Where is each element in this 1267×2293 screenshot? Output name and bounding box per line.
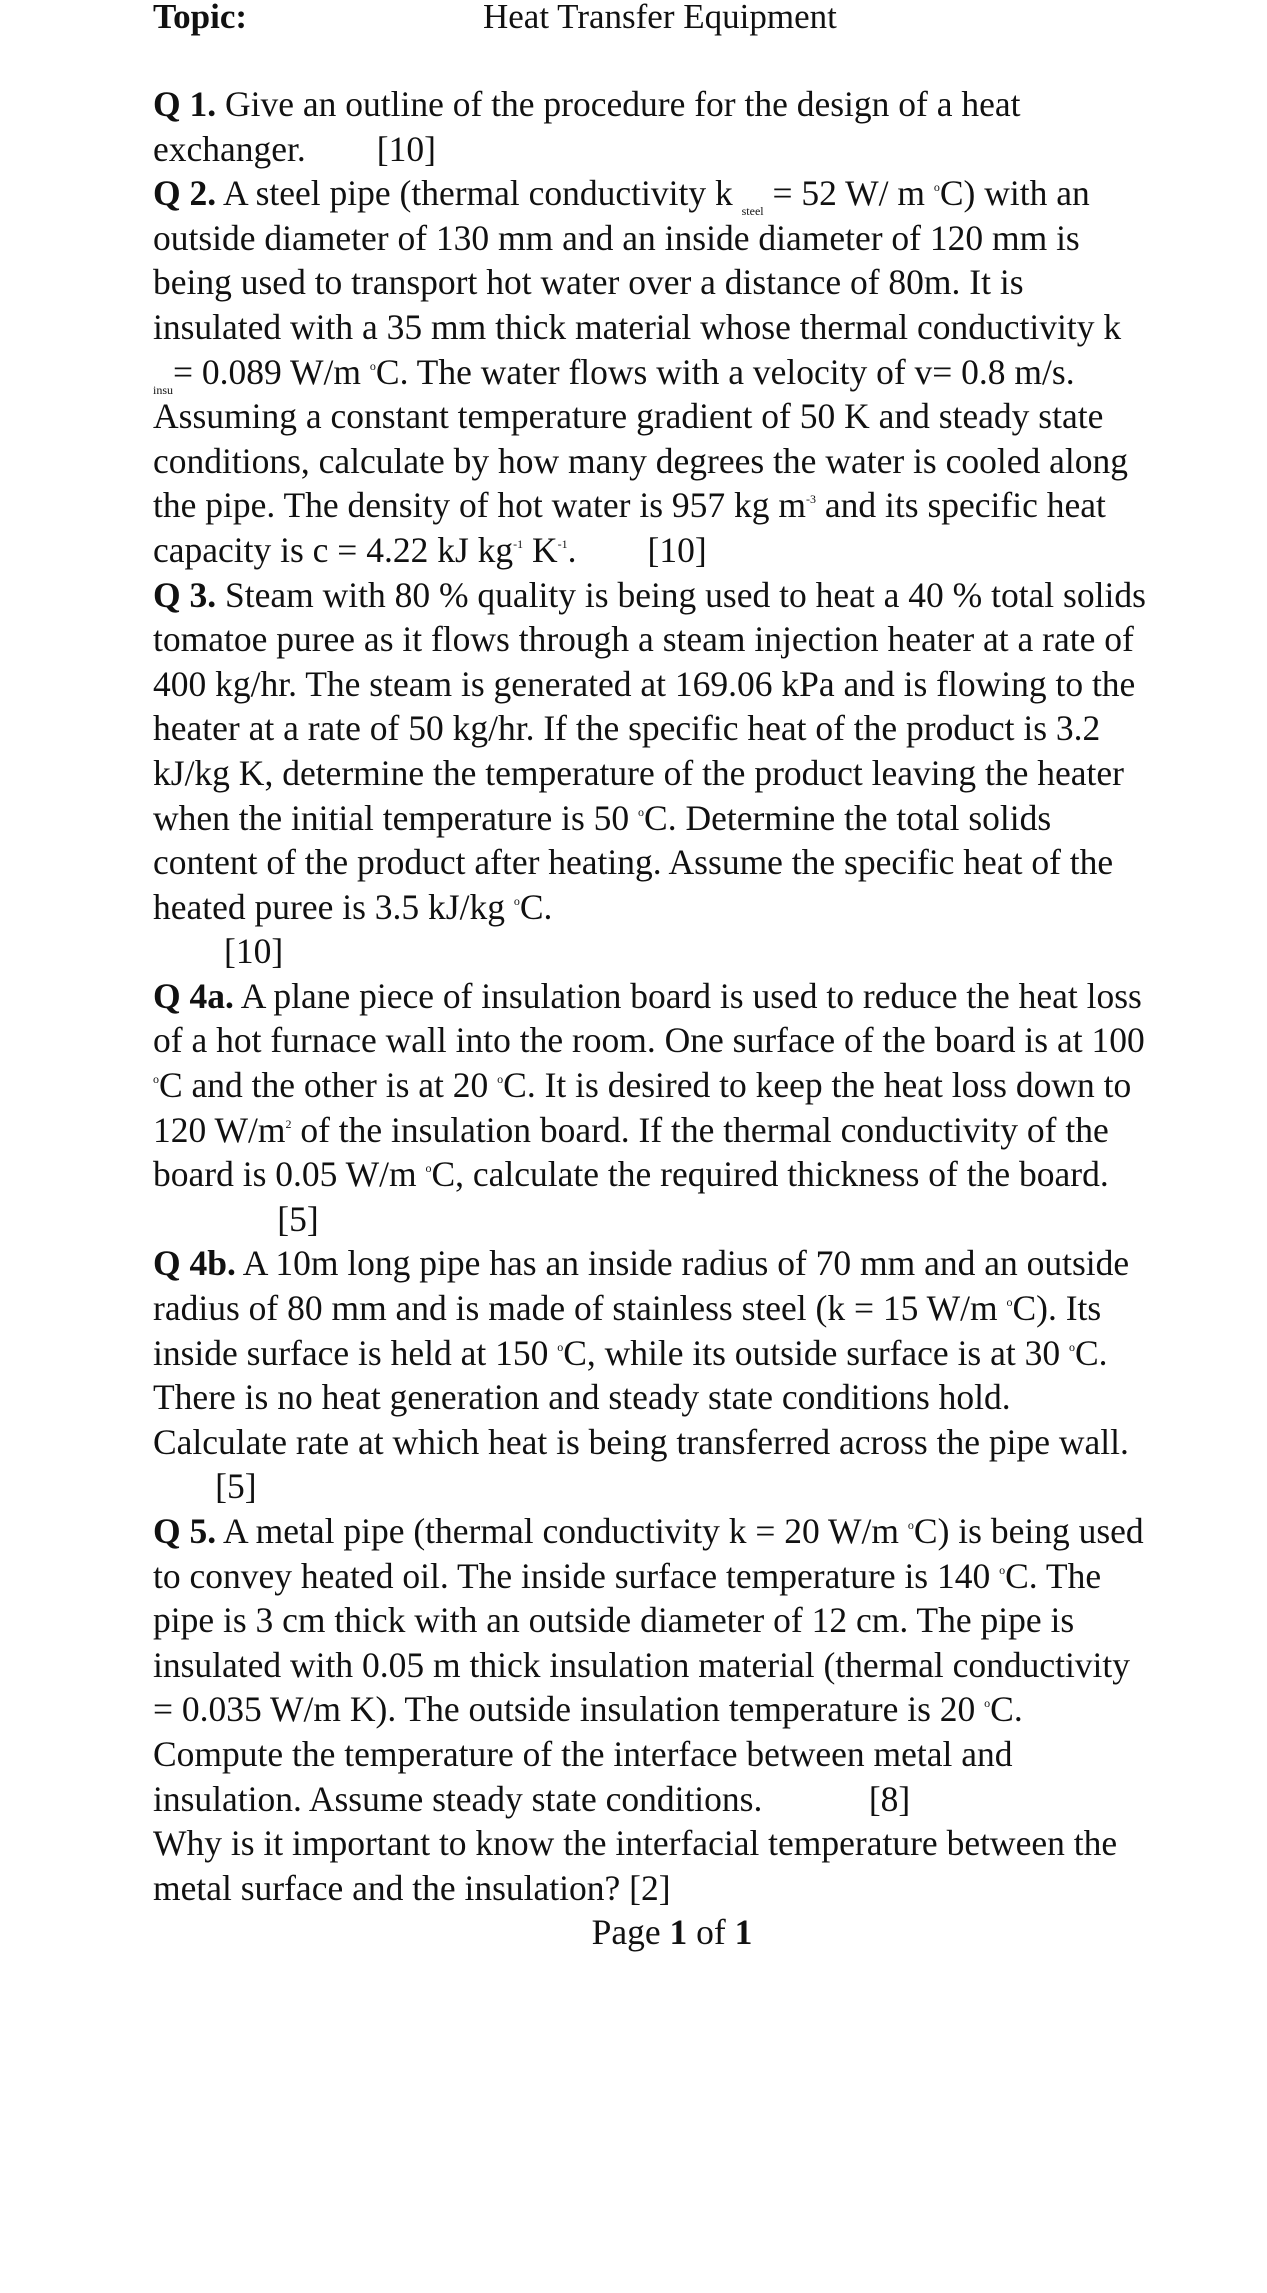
exam-page xyxy=(153,0,1153,1955)
degree-sign: o xyxy=(425,1161,432,1176)
question-text: C. It is desired to keep the heat loss down to 120 W/m xyxy=(153,1065,1132,1150)
question-text: . xyxy=(567,529,577,570)
subscript: steel xyxy=(741,204,764,219)
question-text: and its specific heat capacity is c = 4.22 kJ kg xyxy=(153,485,1106,570)
question-text: C). Its inside surface is held at 150 xyxy=(153,1288,1102,1373)
question-5-followup xyxy=(153,1821,1153,1910)
subscript: insu xyxy=(153,382,174,397)
question-number: Q 4a. xyxy=(153,975,234,1016)
question-text: A plane piece of insulation board is used to reduce the heat loss of a hot furnace wall into the room. One surface of the board is at 100 xyxy=(153,975,1145,1061)
question-text: = 52 W/ m xyxy=(772,173,925,214)
question-4b xyxy=(153,1241,1153,1509)
question-1 xyxy=(153,82,1153,171)
question-marks: [8] xyxy=(868,1778,911,1819)
degree-sign: o xyxy=(999,1562,1006,1577)
degree-sign: o xyxy=(369,358,376,373)
question-text: C) is being used to convey heated oil. The inside surface temperature is 140 xyxy=(153,1511,1144,1596)
superscript: -1 xyxy=(513,536,524,551)
page-prefix: Page xyxy=(591,1912,661,1953)
question-marks: [5] xyxy=(277,1198,319,1239)
superscript: -3 xyxy=(806,492,817,507)
question-text: C. Determine the total solids content of the product after heating. Assume the specific heat of the heated puree is 3.5 kJ/kg xyxy=(153,797,1114,927)
question-5 xyxy=(153,1509,1153,1821)
question-text: C. xyxy=(519,886,553,927)
degree-sign: o xyxy=(513,893,520,908)
question-text: C, calculate the required thickness of the board. xyxy=(431,1154,1109,1195)
degree-sign: o xyxy=(557,1339,564,1354)
question-text: C. The water flows with a velocity of v= 0.8 m/s. Assuming a constant temperature gradient of 50 K and steady state conditions, calculate by how many degrees the water is cooled along the pipe. The density of hot water is 957 kg m xyxy=(153,351,1128,526)
question-text: Steam with 80 % quality is being used to heat a 40 % total solids tomatoe puree as it flows through a steam injection heater at a rate of 400 kg/hr. The steam is generated at 169.06 kPa and is flowing to the heater at a rate of 50 kg/hr. If the specific heat of the product is 3.2 kJ/kg K, determine the temperature of the product leaving the heater when the initial temperature is 50 xyxy=(153,574,1146,838)
page-current: 1 xyxy=(669,1912,688,1953)
question-marks: [10] xyxy=(224,931,284,972)
question-2 xyxy=(153,171,1153,572)
degree-sign: o xyxy=(497,1072,504,1087)
question-text: A steel pipe (thermal conductivity k xyxy=(223,173,733,214)
question-4a xyxy=(153,974,1153,1242)
question-number: Q 4b. xyxy=(153,1243,236,1284)
page-total: 1 xyxy=(734,1912,753,1953)
question-text: C and the other is at 20 xyxy=(159,1065,489,1106)
question-text: K xyxy=(532,529,558,570)
question-text: C. Compute the temperature of the interface between metal and insulation. Assume steady state conditions. xyxy=(153,1689,1023,1819)
question-text: C, while its outside surface is at 30 xyxy=(563,1332,1061,1373)
question-text: C. The pipe is 3 cm thick with an outside diameter of 12 cm. The pipe is insulated with 0.05 m thick insulation material (thermal conductivity = 0.035 W/m K). The outside insulation temperature is 20 xyxy=(153,1555,1131,1730)
superscript: -1 xyxy=(557,536,568,551)
question-text: Give an outline of the procedure for the design of a heat exchanger. xyxy=(153,84,1021,169)
question-number: Q 3. xyxy=(153,574,217,615)
superscript: 2 xyxy=(285,1116,292,1131)
question-text: C. There is no heat generation and steady state conditions hold. Calculate rate at which heat is being transferred across the pipe wall. xyxy=(153,1332,1129,1462)
question-marks: [10] xyxy=(647,529,707,570)
question-marks: [2] xyxy=(629,1867,671,1908)
question-number: Q 1. xyxy=(153,84,217,124)
question-text: Why is it important to know the interfacial temperature between the metal surface and the insulation? xyxy=(153,1823,1118,1908)
page-of: of xyxy=(696,1912,726,1953)
topic-title: Heat Transfer Equipment xyxy=(483,0,837,36)
question-3 xyxy=(153,573,1153,974)
question-text: C) with an outside diameter of 130 mm and an inside diameter of 120 mm is being used to transport hot water over a distance of 80m. It is insulated with a 35 mm thick material whose thermal conductivity k xyxy=(153,173,1122,347)
degree-sign: o xyxy=(984,1696,991,1711)
question-text: A metal pipe (thermal conductivity k = 20 W/m xyxy=(223,1511,900,1551)
question-number: Q 2. xyxy=(153,173,217,214)
degree-sign: o xyxy=(933,180,940,195)
degree-sign: o xyxy=(1006,1295,1013,1310)
question-text: of the insulation board. If the thermal conductivity of the board is 0.05 W/m xyxy=(153,1109,1109,1195)
question-text: = 0.089 W/m xyxy=(173,351,362,392)
header xyxy=(153,0,1153,38)
degree-sign: o xyxy=(153,1072,159,1087)
degree-sign: o xyxy=(907,1518,914,1532)
question-number: Q 5. xyxy=(153,1511,217,1551)
question-text: A 10m long pipe has an inside radius of 70 mm and an outside radius of 80 mm and is made of stainless steel (k = 15 W/m xyxy=(153,1243,1130,1329)
degree-sign: o xyxy=(638,804,645,819)
topic-label: Topic: xyxy=(153,0,248,36)
question-marks: [5] xyxy=(215,1466,257,1507)
degree-sign: o xyxy=(1069,1339,1075,1354)
question-marks: [10] xyxy=(376,128,436,169)
question-list xyxy=(153,82,1153,1910)
page-footer xyxy=(153,1910,1153,1955)
